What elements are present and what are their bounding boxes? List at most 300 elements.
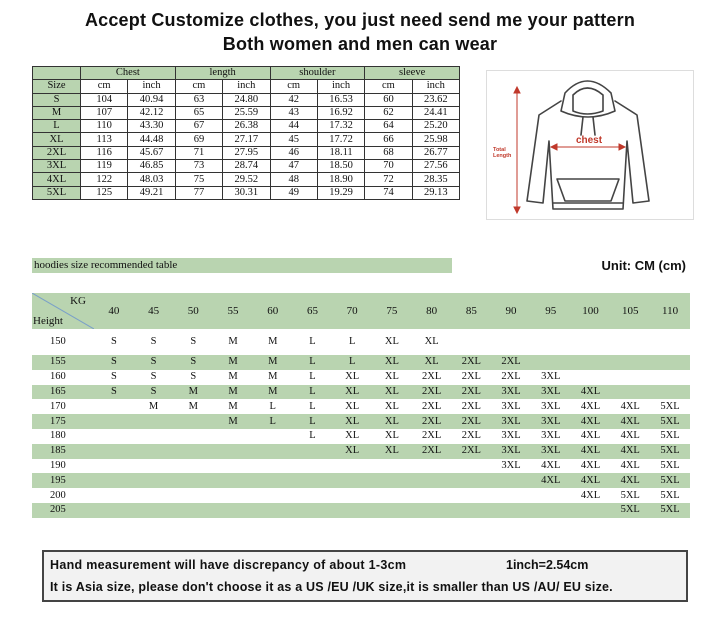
size-table-group-row — [33, 67, 460, 80]
weight-header: 45 — [134, 293, 174, 329]
recommended-size-cell: 2XL — [421, 400, 442, 412]
recommended-size-cell — [134, 444, 174, 459]
recommended-size-cell: L — [309, 430, 316, 442]
recommended-size-cell: 2XL — [461, 371, 481, 383]
recommended-size-cell — [134, 503, 174, 518]
recommended-size-cell: 5XL — [620, 489, 640, 501]
recommended-size-cell: 3XL — [541, 371, 561, 383]
recommended-size-cell: 2XL — [412, 414, 452, 429]
recommended-size-cell: L — [269, 400, 276, 412]
unit-label: Unit: CM (cm) — [601, 258, 686, 273]
weight-header: 110 — [650, 293, 690, 329]
size-row — [33, 146, 460, 159]
recommended-size-cell: 3XL — [501, 430, 521, 442]
recommended-size-cell — [253, 473, 293, 488]
recommended-size-cell — [173, 429, 213, 444]
recommended-size-cell — [610, 329, 650, 355]
weight-header: 55 — [213, 293, 253, 329]
recommended-size-cell: 5XL — [660, 459, 680, 471]
size-value-cell: 49 — [270, 186, 317, 199]
recommended-size-cell: 2XL — [451, 385, 491, 400]
headline: Accept Customize clothes, you just need send me your pattern — [84, 10, 636, 30]
recommended-size-cell — [451, 488, 491, 503]
recommended-size-cell: XL — [332, 385, 372, 400]
size-value-cell: 48.03 — [128, 173, 175, 186]
size-row — [33, 106, 460, 119]
recommended-size-cell: L — [253, 414, 293, 429]
size-value-cell: 43.30 — [128, 120, 175, 133]
size-value-cell: 72 — [365, 173, 412, 186]
kg-label: KG — [70, 295, 86, 307]
recommended-size-cell: 5XL — [660, 430, 680, 442]
recommended-size-cell — [253, 503, 293, 518]
group-header: length — [175, 67, 270, 80]
weight-header: 85 — [451, 293, 491, 329]
recommended-size-cell — [372, 488, 412, 503]
recommended-size-cell: XL — [384, 400, 399, 412]
recommended-size-cell: 4XL — [571, 473, 611, 488]
recommended-size-cell: M — [173, 385, 213, 400]
recommended-size-cell — [650, 370, 690, 385]
recommended-size-cell — [94, 488, 134, 503]
recommended-size-cell: M — [268, 336, 278, 347]
recommended-size-cell: M — [188, 400, 198, 412]
size-value-cell: 107 — [81, 106, 128, 119]
recommended-size-cell: M — [213, 414, 253, 429]
recommended-size-cell: 5XL — [650, 414, 690, 429]
recommended-size-cell: XL — [372, 355, 412, 370]
recommended-size-cell: XL — [345, 400, 360, 412]
size-name-cell: M — [33, 106, 81, 119]
size-value-cell: 43 — [270, 106, 317, 119]
recommended-size-cell: 4XL — [610, 444, 650, 459]
recommended-size-cell: M — [213, 355, 253, 370]
size-name-cell: S — [33, 93, 81, 106]
recommended-size-cell: 3XL — [531, 444, 571, 459]
recommended-size-cell: L — [348, 336, 356, 347]
recommended-size-cell: 4XL — [580, 459, 601, 471]
size-value-cell: 27.95 — [223, 146, 270, 159]
height-row — [32, 414, 690, 429]
recommended-size-cell — [610, 385, 650, 400]
weight-header: 50 — [173, 293, 213, 329]
recommended-size-cell — [332, 459, 372, 474]
height-row — [32, 429, 690, 444]
height-cell: 190 — [50, 459, 66, 471]
recommended-size-cell: 3XL — [541, 400, 561, 412]
recommended-size-cell: 5XL — [610, 503, 650, 518]
size-value-cell: 46 — [270, 146, 317, 159]
size-value-cell: 16.53 — [317, 93, 364, 106]
size-name-cell: XL — [33, 133, 81, 146]
recommended-size-cell — [412, 488, 452, 503]
unit-header: inch — [412, 80, 459, 93]
size-value-cell: 28.35 — [412, 173, 459, 186]
size-value-cell: 48 — [270, 173, 317, 186]
size-value-cell: 64 — [365, 120, 412, 133]
height-row — [32, 355, 690, 370]
subheadline: Both women and men can wear — [222, 34, 498, 54]
recommended-size-cell — [134, 488, 174, 503]
unit-header: inch — [128, 80, 175, 93]
recommended-size-cell — [94, 473, 134, 488]
recommended-size-cell: M — [213, 385, 253, 400]
recommended-size-cell — [610, 355, 650, 370]
height-cell: 185 — [32, 444, 94, 459]
group-header: shoulder — [270, 67, 365, 80]
recommended-size-cell — [213, 429, 253, 444]
height-cell: 175 — [32, 414, 94, 429]
recommended-size-cell: 4XL — [610, 473, 650, 488]
recommended-size-cell: L — [332, 355, 372, 370]
size-value-cell: 116 — [81, 146, 128, 159]
size-value-cell: 110 — [81, 120, 128, 133]
height-cell: 195 — [32, 473, 94, 488]
weight-header: 100 — [571, 293, 611, 329]
unit-header: cm — [365, 80, 412, 93]
recommended-size-cell — [491, 488, 531, 503]
recommended-size-cell — [372, 473, 412, 488]
size-value-cell: 44.48 — [128, 133, 175, 146]
recommended-size-cell: 4XL — [571, 385, 611, 400]
recommended-size-cell — [213, 503, 253, 518]
recommended-size-cell: 3XL — [491, 385, 531, 400]
recommended-size-cell: 2XL — [461, 400, 481, 412]
size-value-cell: 63 — [175, 93, 222, 106]
height-row — [32, 488, 690, 503]
size-value-cell: 70 — [365, 160, 412, 173]
size-value-cell: 18.11 — [317, 146, 364, 159]
recommended-size-cell: 2XL — [501, 371, 521, 383]
weight-header: 75 — [372, 293, 412, 329]
size-value-cell: 71 — [175, 146, 222, 159]
recommended-size-cell: 4XL — [571, 414, 611, 429]
recommended-size-cell: 2XL — [412, 385, 452, 400]
notes-box — [42, 550, 688, 602]
recommended-size-cell: 3XL — [531, 385, 571, 400]
recommended-size-cell — [253, 444, 293, 459]
size-value-cell: 77 — [175, 186, 222, 199]
size-value-cell: 27.17 — [223, 133, 270, 146]
recommended-size-cell — [332, 473, 372, 488]
recommended-size-cell: L — [293, 385, 333, 400]
recommended-size-cell — [173, 473, 213, 488]
recommended-size-cell: 4XL — [571, 444, 611, 459]
recommended-size-cell — [372, 503, 412, 518]
recommended-size-cell — [94, 429, 134, 444]
size-value-cell: 66 — [365, 133, 412, 146]
recommended-size-cell — [451, 329, 491, 355]
recommended-size-cell — [451, 473, 491, 488]
weight-header: 65 — [293, 293, 333, 329]
size-row — [33, 133, 460, 146]
recommended-size-cell: 2XL — [461, 430, 481, 442]
size-value-cell: 75 — [175, 173, 222, 186]
height-row — [32, 329, 690, 355]
recommended-size-cell — [213, 488, 253, 503]
recommended-size-cell: 2XL — [421, 430, 442, 442]
recommended-size-cell: M — [228, 400, 238, 412]
size-value-cell: 68 — [365, 146, 412, 159]
size-value-cell: 69 — [175, 133, 222, 146]
recommended-size-cell: S — [134, 385, 174, 400]
recommended-size-cell — [293, 444, 333, 459]
size-value-cell: 122 — [81, 173, 128, 186]
unit-header: inch — [317, 80, 364, 93]
recommended-size-cell — [491, 329, 531, 355]
recommended-size-cell — [571, 503, 611, 518]
recommended-size-cell: M — [268, 371, 278, 383]
recommended-size-cell: S — [150, 371, 157, 383]
hoodie-diagram — [486, 70, 694, 220]
recommended-size-cell: 3XL — [491, 444, 531, 459]
recommended-size-cell — [94, 399, 134, 414]
note-discrepancy: Hand measurement will have discrepancy of about 1-3cm — [50, 558, 407, 572]
height-cell: 165 — [32, 385, 94, 400]
recommended-size-cell — [451, 459, 491, 474]
recommended-size-cell: XL — [384, 430, 399, 442]
unit-header: cm — [270, 80, 317, 93]
recommended-size-cell: M — [228, 336, 238, 347]
height-row — [32, 473, 690, 488]
recommended-size-cell: M — [148, 400, 159, 412]
recommended-size-cell: M — [228, 371, 238, 383]
recommended-size-cell — [173, 503, 213, 518]
recommended-size-cell — [293, 488, 333, 503]
size-value-cell: 17.32 — [317, 120, 364, 133]
recommended-size-cell: 4XL — [580, 430, 601, 442]
recommended-size-cell: 5XL — [660, 489, 680, 501]
height-row — [32, 385, 690, 400]
recommended-size-cell: S — [173, 355, 213, 370]
recommended-size-cell — [134, 473, 174, 488]
size-value-cell: 27.56 — [412, 160, 459, 173]
size-value-cell: 113 — [81, 133, 128, 146]
chest-label: chest — [575, 135, 603, 146]
recommend-table — [32, 293, 690, 518]
recommended-size-cell — [531, 488, 571, 503]
size-value-cell: 30.31 — [223, 186, 270, 199]
size-value-cell: 62 — [365, 106, 412, 119]
size-value-cell: 25.98 — [412, 133, 459, 146]
size-value-cell: 24.41 — [412, 106, 459, 119]
size-row — [33, 120, 460, 133]
size-value-cell: 19.29 — [317, 186, 364, 199]
group-header: sleeve — [365, 67, 460, 80]
size-table-unit-row — [33, 80, 460, 93]
recommended-size-cell: XL — [412, 355, 452, 370]
size-value-cell: 26.77 — [412, 146, 459, 159]
recommended-size-cell: M — [253, 355, 293, 370]
recommend-header-row — [32, 293, 690, 329]
weight-header: 70 — [332, 293, 372, 329]
recommended-size-cell — [571, 355, 611, 370]
recommended-size-cell: XL — [372, 385, 412, 400]
weight-header: 95 — [531, 293, 571, 329]
size-value-cell: 42 — [270, 93, 317, 106]
recommended-size-cell: 2XL — [412, 444, 452, 459]
recommended-size-cell — [94, 459, 134, 474]
recommended-size-cell: XL — [332, 414, 372, 429]
size-value-cell: 18.50 — [317, 160, 364, 173]
size-value-cell: 74 — [365, 186, 412, 199]
recommended-size-cell — [332, 503, 372, 518]
size-table — [32, 66, 460, 200]
size-value-cell: 73 — [175, 160, 222, 173]
recommended-size-cell: L — [293, 355, 333, 370]
recommended-size-cell: 3XL — [531, 414, 571, 429]
recommended-size-cell: XL — [372, 444, 412, 459]
size-value-cell: 45 — [270, 133, 317, 146]
recommended-size-cell: M — [253, 385, 293, 400]
recommended-size-cell — [293, 459, 333, 474]
height-row — [32, 399, 690, 414]
recommended-size-cell — [134, 429, 174, 444]
recommended-size-cell — [213, 444, 253, 459]
recommended-size-cell: 5XL — [660, 400, 680, 412]
recommended-size-cell: S — [110, 336, 117, 347]
height-cell: 160 — [50, 371, 66, 383]
recommended-size-cell: S — [94, 355, 134, 370]
recommended-size-cell — [94, 444, 134, 459]
recommended-size-cell — [531, 329, 571, 355]
group-header: Chest — [81, 67, 176, 80]
recommended-size-cell: 5XL — [650, 503, 690, 518]
unit-header: inch — [223, 80, 270, 93]
recommended-size-cell: 3XL — [501, 400, 521, 412]
note-inch-conversion: 1inch=2.54cm — [506, 558, 589, 572]
recommended-size-cell: S — [134, 355, 174, 370]
recommended-size-cell: XL — [372, 414, 412, 429]
size-value-cell: 16.92 — [317, 106, 364, 119]
recommended-size-cell — [134, 414, 174, 429]
size-row — [33, 160, 460, 173]
size-row — [33, 173, 460, 186]
recommended-size-cell: 4XL — [620, 400, 640, 412]
size-value-cell: 29.52 — [223, 173, 270, 186]
recommend-caption: hoodies size recommended table — [32, 258, 452, 273]
recommended-size-cell — [531, 503, 571, 518]
recommended-size-cell: 4XL — [580, 489, 601, 501]
recommended-size-cell — [253, 459, 293, 474]
size-value-cell: 17.72 — [317, 133, 364, 146]
recommended-size-cell: 4XL — [541, 459, 561, 471]
size-value-cell: 119 — [81, 160, 128, 173]
recommended-size-cell — [412, 459, 452, 474]
recommended-size-cell: L — [309, 371, 316, 383]
recommended-size-cell: 4XL — [531, 473, 571, 488]
recommended-size-cell — [332, 488, 372, 503]
hoodie-icon — [487, 71, 693, 219]
recommended-size-cell — [650, 329, 690, 355]
size-value-cell: 104 — [81, 93, 128, 106]
recommended-size-cell: S — [94, 385, 134, 400]
recommended-size-cell: XL — [384, 336, 399, 347]
recommended-size-cell: 4XL — [620, 459, 640, 471]
recommended-size-cell: L — [309, 336, 316, 347]
size-value-cell: 24.80 — [223, 93, 270, 106]
recommended-size-cell: 2XL — [451, 414, 491, 429]
weight-header: 90 — [491, 293, 531, 329]
size-value-cell: 40.94 — [128, 93, 175, 106]
recommended-size-cell — [213, 473, 253, 488]
recommended-size-cell: 2XL — [451, 355, 491, 370]
recommended-size-cell: XL — [345, 430, 360, 442]
size-name-cell: 3XL — [33, 160, 81, 173]
weight-header: 80 — [412, 293, 452, 329]
total-length-label-2: Length — [493, 153, 512, 159]
weight-header: 105 — [610, 293, 650, 329]
height-cell: 150 — [50, 336, 66, 347]
size-value-cell: 65 — [175, 106, 222, 119]
recommended-size-cell — [173, 488, 213, 503]
recommended-size-cell — [412, 503, 452, 518]
recommended-size-cell: L — [293, 414, 333, 429]
weight-header: 60 — [253, 293, 293, 329]
recommended-size-cell: S — [110, 371, 117, 383]
size-name-cell: L — [33, 120, 81, 133]
recommended-size-cell — [293, 503, 333, 518]
total-length-label: Total — [493, 147, 506, 153]
recommended-size-cell — [134, 459, 174, 474]
size-value-cell: 47 — [270, 160, 317, 173]
recommended-size-cell: XL — [332, 444, 372, 459]
recommended-size-cell — [94, 414, 134, 429]
recommended-size-cell: S — [190, 336, 197, 347]
recommended-size-cell: 4XL — [620, 430, 640, 442]
recommended-size-cell — [650, 385, 690, 400]
recommended-size-cell: 5XL — [650, 473, 690, 488]
size-value-cell: 26.38 — [223, 120, 270, 133]
recommended-size-cell — [610, 370, 650, 385]
recommended-size-cell — [173, 459, 213, 474]
recommended-size-cell — [372, 459, 412, 474]
height-row — [32, 503, 690, 518]
recommended-size-cell: L — [309, 400, 316, 412]
height-row — [32, 444, 690, 459]
recommended-size-cell — [173, 414, 213, 429]
recommended-size-cell — [650, 355, 690, 370]
size-value-cell: 125 — [81, 186, 128, 199]
height-cell: 170 — [50, 400, 66, 412]
recommended-size-cell — [491, 503, 531, 518]
size-value-cell: 23.62 — [412, 93, 459, 106]
recommended-size-cell: 2XL — [451, 444, 491, 459]
recommended-size-cell — [571, 329, 611, 355]
recommended-size-cell: 3XL — [501, 459, 521, 471]
size-value-cell: 28.74 — [223, 160, 270, 173]
recommended-size-cell: XL — [384, 371, 399, 383]
corner-cell — [33, 67, 81, 80]
recommended-size-cell: 2XL — [491, 355, 531, 370]
note-asia-size: It is Asia size, please don't choose it as a US /EU /UK size,it is smaller than US /AU/ EU size. — [50, 580, 613, 594]
size-header: Size — [33, 80, 81, 93]
size-value-cell: 49.21 — [128, 186, 175, 199]
size-value-cell: 46.85 — [128, 160, 175, 173]
size-value-cell: 42.12 — [128, 106, 175, 119]
recommended-size-cell — [491, 473, 531, 488]
unit-header: cm — [81, 80, 128, 93]
recommended-size-cell — [213, 459, 253, 474]
height-row — [32, 459, 690, 474]
recommended-size-cell: S — [190, 371, 197, 383]
size-value-cell: 29.13 — [412, 186, 459, 199]
recommended-size-cell: 5XL — [650, 444, 690, 459]
size-value-cell: 67 — [175, 120, 222, 133]
recommended-size-cell — [412, 473, 452, 488]
height-label: Height — [33, 315, 63, 327]
height-cell: 205 — [32, 503, 94, 518]
